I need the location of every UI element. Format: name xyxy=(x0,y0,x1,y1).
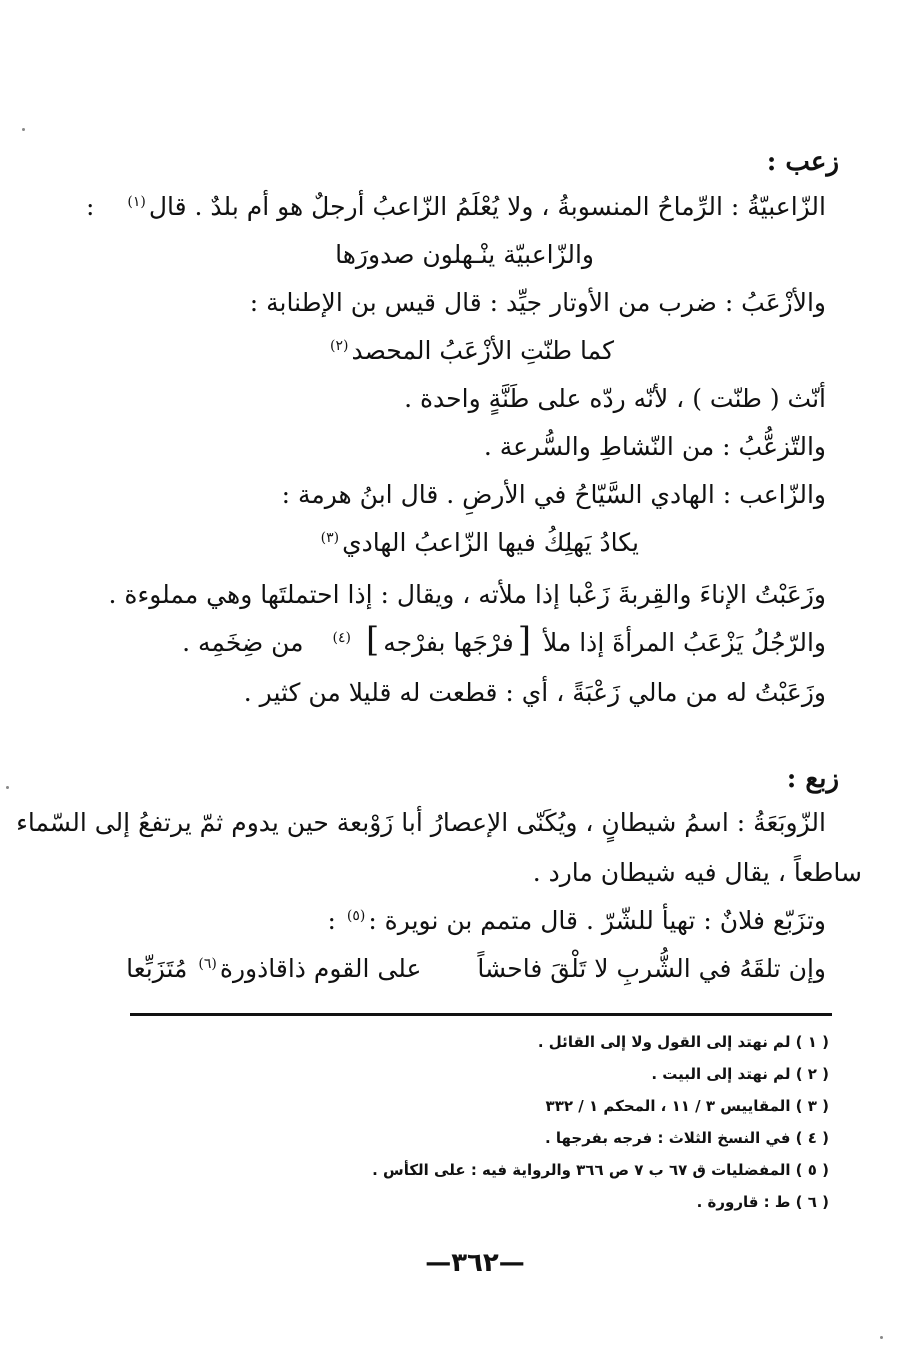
text-line: والزّاعب : الهادي السَّيّاحُ في الأرضِ . قال ابنُ هرمة : xyxy=(281,480,826,509)
scan-speck xyxy=(22,128,25,131)
verse-second-half: على القوم ذاقاذورة xyxy=(219,954,422,983)
scan-speck xyxy=(880,1336,883,1339)
footnote-ref: (١) xyxy=(127,193,146,210)
line-text: يكادُ يَهلِكُ فيها الزّاعبُ الهادي xyxy=(342,528,639,557)
footnote-3: ( ٣ ) المقاييس ٣ / ١١ ، المحكم ١ / ٣٣٢ xyxy=(545,1097,829,1115)
verse-line: والزّاعبيّة ينْـهلون صدورَها xyxy=(335,240,594,269)
footnote-ref: (٦) xyxy=(198,955,217,972)
verse-line xyxy=(126,952,826,986)
bracketed-text: فرْجَها بفرْجه xyxy=(383,628,514,657)
verse-line xyxy=(327,334,614,368)
scan-speck xyxy=(6,786,9,789)
footnote-6: ( ٦ ) ط : قارورة . xyxy=(696,1193,829,1211)
footnote-1: ( ١ ) لم نهتد إلى القول ولا إلى القائل . xyxy=(537,1033,829,1051)
line-tail: : xyxy=(327,906,336,935)
text-line: الزّوبَعَةُ : اسمُ شيطانٍ ، ويُكَنّى الإعصارُ أبا زَوْبعة حين يدوم ثمّ يرتفعُ إلى السّماء xyxy=(16,808,826,837)
text-line: أنّث ( طنّت ) ، لأنّه ردّه على طَنَّةٍ واحدة . xyxy=(404,384,826,413)
line-text: والرّجُلُ يَزْعَبُ المرأةَ إذا ملأ xyxy=(542,628,826,657)
footnote-5: ( ٥ ) المفضليات ق ٦٧ ب ٧ ص ٣٦٦ والرواية فيه : على الكأس . xyxy=(372,1161,829,1179)
line-tail: من ضِخَمِه . xyxy=(182,628,304,657)
text-line: والأزْعَبُ : ضرب من الأوتار جيِّد : قال قيس بن الإطنابة : xyxy=(249,288,826,317)
line-text: وتزَبّع فلانٌ : تهيأ للشّرّ . قال متمم بن نويرة : xyxy=(368,906,826,935)
footnote-ref: (٢) xyxy=(330,337,349,354)
verse-first-half: وإن تلقَهُ في الشُّربِ لا تَلْقَ فاحشاً xyxy=(477,954,826,983)
text-line: والتّزعُّبُ : من النّشاطِ والسُّرعة . xyxy=(483,432,826,461)
verse-line xyxy=(318,526,639,560)
text-line xyxy=(86,190,826,224)
text-line: ساطعاً ، يقال فيه شيطان مارد . xyxy=(532,858,862,887)
footnote-divider xyxy=(130,1013,832,1016)
entry-heading-zaba: زبع : xyxy=(786,764,839,794)
line-text: كما طنّتِ الأزْعَبُ المحصد xyxy=(351,336,614,365)
footnote-ref: (٣) xyxy=(320,529,340,546)
footnote-ref: (٤) xyxy=(332,629,351,646)
line-tail: مُتَزَبِّعا xyxy=(126,954,188,983)
page-number: —٣٦٢— xyxy=(425,1248,525,1278)
entry-heading-zaab: زعب : xyxy=(766,147,839,177)
text-line xyxy=(327,904,826,938)
text-line xyxy=(182,620,826,660)
text-line: وزَعَبْتُ له من مالي زَعْبَةً ، أي : قطعت له قليلا من كثير . xyxy=(243,678,826,707)
bracket-open: [ xyxy=(517,620,532,660)
bracket-close: ] xyxy=(365,620,380,660)
line-text: الزّاعبيّةُ : الرِّماحُ المنسوبةُ ، ولا يُعْلَمُ الزّاعبُ أرجلٌ هو أم بلدٌ . قال xyxy=(148,192,826,221)
line-tail: : xyxy=(85,192,95,221)
footnote-2: ( ٢ ) لم نهتد إلى البيت . xyxy=(651,1065,829,1083)
footnote-ref: (٥) xyxy=(346,907,366,924)
text-line: وزَعَبْتُ الإناءَ والقِربةَ زَعْبا إذا ملأته ، ويقال : إذا احتملتَها وهي مملوءة . xyxy=(108,580,826,609)
footnote-4: ( ٤ ) في النسخ الثلاث : فرجه بفرجها . xyxy=(544,1129,829,1147)
